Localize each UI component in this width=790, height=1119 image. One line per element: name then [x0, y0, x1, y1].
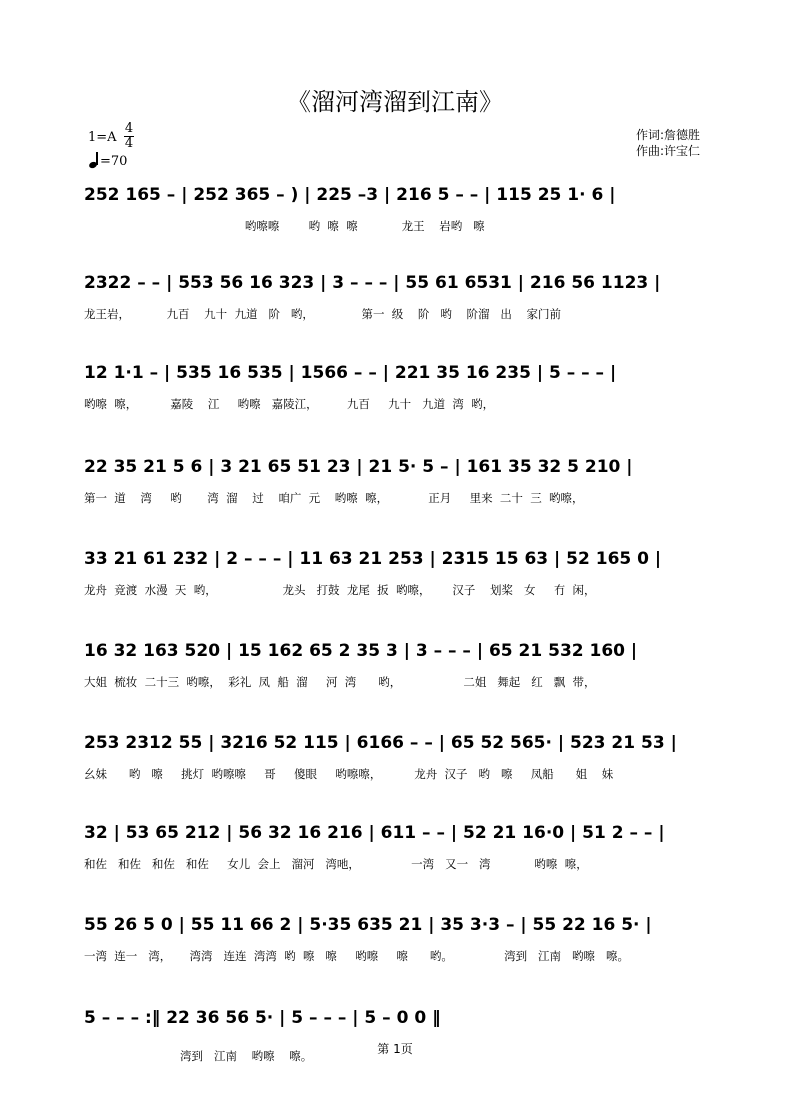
notation-line: 253 2312 55 | 3216 52 115 | 6166 – – | 65 52 565· | 523 21 53 |	[84, 733, 677, 753]
lyric-line: 幺妹 哟 嚓 挑灯 哟嚓嚓 哥 傻眼 哟嚓嚓， 龙舟 汉子 哟 嚓 凤船 姐 妹	[84, 767, 614, 781]
notation-line: 55 26 5 0 | 55 11 66 2 | 5·35 635 21 | 35 3·3 – | 55 22 16 5· |	[84, 915, 652, 935]
song-title: 《溜河湾溜到江南》	[287, 88, 503, 116]
notation-line: 5 – – – :‖ 22 36 56 5· | 5 – – – | 5 – 0 0 ‖	[84, 1008, 441, 1028]
notation-line: 16 32 163 520 | 15 162 65 2 35 3 | 3 – – – | 65 21 532 160 |	[84, 641, 638, 661]
time-top: 4	[124, 121, 134, 136]
notation-line: 22 35 21 5 6 | 3 21 65 51 23 | 21 5· 5 – | 161 35 32 5 210 |	[84, 457, 633, 477]
page-number: 第 1页	[377, 1042, 413, 1056]
final-lyric-line: 湾到 江南 哟嚓 嚓。	[180, 1049, 313, 1063]
lyricist: 作词:詹德胜	[636, 128, 701, 142]
tempo-marking	[88, 152, 127, 169]
time-bottom: 4	[124, 136, 134, 151]
key-label: 1=A	[88, 130, 117, 145]
lyric-line: 龙舟 竞渡 水漫 天 哟， 龙头 打鼓 龙尾 扳 哟嚓， 汉子 划桨 女 冇 闲，	[84, 583, 596, 597]
lyric-line: 哟嚓 嚓， 嘉陵 江 哟嚓 嘉陵江， 九百 九十 九道 湾 哟，	[84, 397, 495, 411]
lyric-line: 大姐 梳妆 二十三 哟嚓， 彩礼 凤 船 溜 河 湾 哟， 二姐 舞起 红 飘 带，	[84, 675, 596, 689]
key-signature	[88, 121, 134, 151]
tempo-value: =70	[100, 154, 128, 169]
notation-line: 2322 – – | 553 56 16 323 | 3 – – – | 55 61 6531 | 216 56 1123 |	[84, 273, 661, 293]
quarter-note-icon	[88, 152, 100, 168]
lyric-line: 哟嚓嚓 哟 嚓 嚓 龙王 岩哟 嚓	[84, 219, 485, 233]
composer: 作曲:许宝仁	[636, 144, 701, 158]
lyric-line: 龙王岩， 九百 九十 九道 阶 哟， 第一 级 阶 哟 阶溜 出 家门前	[84, 307, 562, 321]
lyric-line: 和佐 和佐 和佐 和佐 女儿 会上 溜河 湾吔， 一湾 又一 湾 哟嚓 嚓，	[84, 857, 588, 871]
credits	[636, 127, 700, 159]
notation-line: 252 165 – | 252 365 – ) | 225 –3 | 216 5 – – | 115 25 1· 6 |	[84, 185, 616, 205]
time-signature	[124, 122, 134, 151]
notation-line: 12 1·1 – | 535 16 535 | 1566 – – | 221 35 16 235 | 5 – – – |	[84, 363, 617, 383]
notation-line: 32 | 53 65 212 | 56 32 16 216 | 611 – – | 52 21 16·0 | 51 2 – – |	[84, 823, 665, 843]
lyric-line: 一湾 连一 湾， 湾湾 连连 湾湾 哟 嚓 嚓 哟嚓 嚓 哟。 湾到 江南 哟嚓 嚓。	[84, 949, 629, 963]
notation-line: 33 21 61 232 | 2 – – – | 11 63 21 253 | 2315 15 63 | 52 165 0 |	[84, 549, 662, 569]
lyric-line: 第一 道 湾 哟 湾 溜 过 咱广 元 哟嚓 嚓， 正月 里来 二十 三 哟嚓，	[84, 491, 584, 505]
